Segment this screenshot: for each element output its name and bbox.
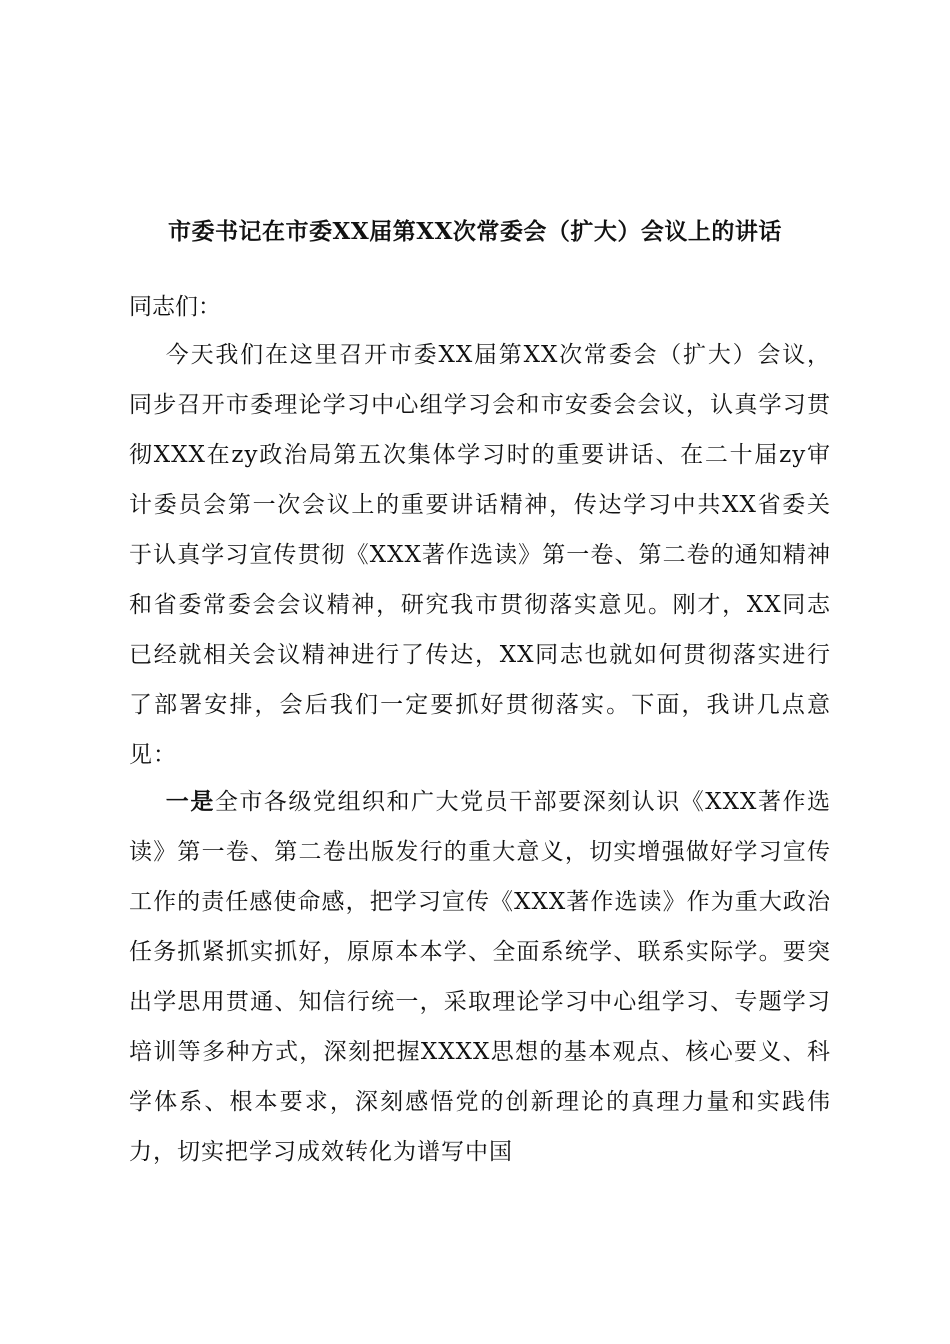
paragraph-lead: 一是 xyxy=(165,788,215,815)
paragraph-intro xyxy=(129,330,831,780)
salutation: 同志们： xyxy=(129,294,221,320)
paragraph-text: 今天我们在这里召开市委XX届第XX次常委会（扩大）会议，同步召开市委理论学习中心组学习会和市安委会会议，认真学习贯彻XXX在zy政治局第五次集体学习时的重要讲话、在二十届zy审计委员会第一次会议上的重要讲话精神，传达学习中共XX省委关于认真学习宣传贯彻《XXX著作选读》第一卷、第二卷的通知精神和省委常委会会议精神，研究我市贯彻落实意见。刚才，XX同志已经就相关会议精神进行了传达，XX同志也就如何贯彻落实进行了部署安排，会后我们一定要抓好贯彻落实。下面，我讲几点意见： xyxy=(129,342,831,768)
document-title: 市委书记在市委XX届第XX次常委会（扩大）会议上的讲话 xyxy=(168,218,782,245)
paragraph-text: 全市各级党组织和广大党员干部要深刻认识《XXX著作选读》第一卷、第二卷出版发行的重大意义，切实增强做好学习宣传工作的责任感使命感，把学习宣传《XXX著作选读》作为重大政治任务抓紧抓实抓好，原原本本学、全面系统学、联系实际学。要突出学思用贯通、知信行统一，采取理论学习中心组学习、专题学习培训等多种方式，深刻把握XXXX思想的基本观点、核心要义、科学体系、根本要求，深刻感悟党的创新理论的真理力量和实践伟力，切实把学习成效转化为谱写中国 xyxy=(129,789,831,1165)
paragraph-point-one xyxy=(129,777,831,1177)
